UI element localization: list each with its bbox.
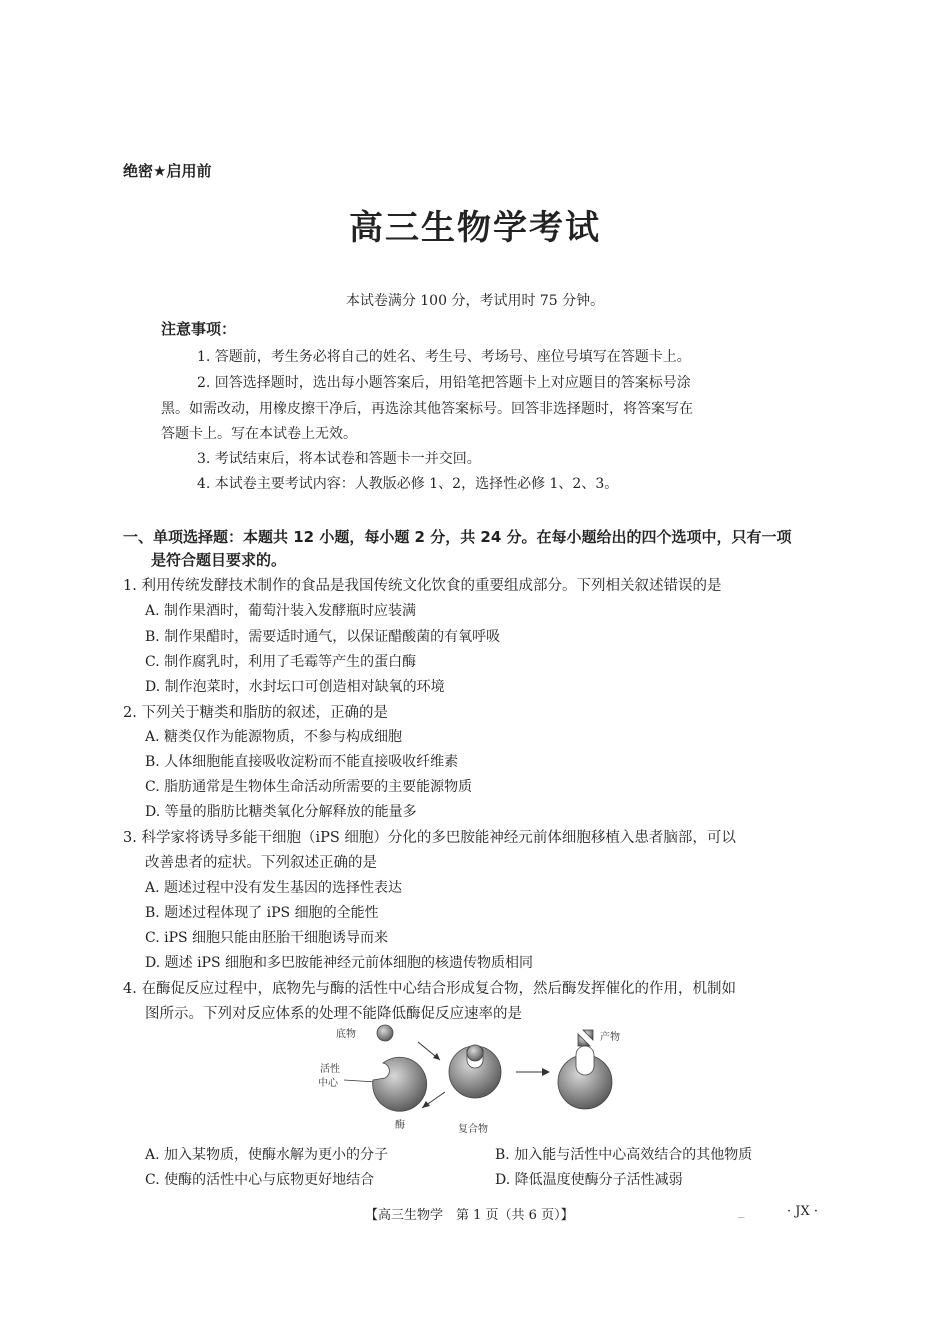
confidential-label: 绝密★启用前 (123, 162, 212, 180)
active-site-pointer (344, 1080, 376, 1082)
q3-option-a: A. 题述过程中没有发生基因的选择性表达 (145, 880, 403, 896)
product-label: 产物 (600, 1032, 620, 1043)
question-3-stem-cont: 改善患者的症状。下列叙述正确的是 (145, 855, 377, 871)
enzyme-label: 酶 (395, 1120, 405, 1131)
note-line: 4. 本试卷主要考试内容：人教版必修 1、2，选择性必修 1、2、3。 (197, 476, 619, 492)
note-line: 2. 回答选择题时，选出每小题答案后，用铅笔把答题卡上对应题目的答案标号涂 (197, 375, 691, 391)
enzyme-shape (373, 1057, 427, 1111)
page-footer: 【高三生物学 第 1 页（共 6 页）】 (365, 1208, 574, 1223)
q2-option-b: B. 人体细胞能直接吸收淀粉而不能直接吸收纤维素 (145, 754, 459, 770)
question-1-stem: 1. 利用传统发酵技术制作的食品是我国传统文化饮食的重要组成部分。下列相关叙述错误的是 (123, 578, 722, 594)
note-line: 3. 考试结束后，将本试卷和答题卡一并交回。 (197, 451, 481, 467)
q3-option-d: D. 题述 iPS 细胞和多巴胺能神经元前体细胞的核遗传物质相同 (145, 955, 534, 971)
footer-code: · JX · (787, 1204, 818, 1219)
q3-option-b: B. 题述过程体现了 iPS 细胞的全能性 (145, 905, 379, 921)
note-line: 1. 答题前，考生务必将自己的姓名、考生号、考场号、座位号填写在答题卡上。 (197, 349, 691, 365)
note-line: 黑。如需改动，用橡皮擦干净后，再选涂其他答案标号。回答非选择题时，将答案写在 (161, 401, 693, 417)
product-piece-2 (578, 1034, 590, 1046)
arrow-bind-head (433, 1053, 440, 1060)
notes-heading: 注意事项： (161, 320, 237, 338)
question-3-stem: 3. 科学家将诱导多能干细胞（iPS 细胞）分化的多巴胺能神经元前体细胞移植入患者脑部，可以 (123, 830, 736, 846)
released-enzyme-notch (576, 1046, 594, 1075)
active-site-label-2: 中心 (318, 1078, 338, 1089)
arrow-release-head (422, 1101, 430, 1108)
footer-dash: _ (738, 1204, 745, 1219)
section-heading-cont: 是符合题目要求的。 (151, 551, 287, 569)
active-site-label-1: 活性 (320, 1064, 340, 1075)
enzyme-mechanism-diagram (300, 1020, 660, 1140)
complex-label: 复合物 (458, 1124, 488, 1135)
note-line: 答题卡上。写在本试卷上无效。 (161, 426, 357, 442)
q1-option-d: D. 制作泡菜时，水封坛口可创造相对缺氧的环境 (145, 679, 445, 695)
q4-option-b: B. 加入能与活性中心高效结合的其他物质 (495, 1147, 753, 1163)
section-heading: 一、单项选择题：本题共 12 小题，每小题 2 分，共 24 分。在每小题给出的四个选项中，只有一项 (123, 528, 792, 546)
arrow-catalyze-head (542, 1068, 550, 1076)
q2-option-c: C. 脂肪通常是生物体生命活动所需要的主要能源物质 (145, 779, 473, 795)
q2-option-a: A. 糖类仅作为能源物质，不参与构成细胞 (145, 729, 403, 745)
substrate-label: 底物 (336, 1029, 356, 1040)
question-2-stem: 2. 下列关于糖类和脂肪的叙述，正确的是 (123, 705, 388, 721)
q2-option-d: D. 等量的脂肪比糖类氧化分解释放的能量多 (145, 804, 417, 820)
q4-option-c: C. 使酶的活性中心与底物更好地结合 (145, 1172, 375, 1188)
question-4-stem: 4. 在酶促反应过程中，底物先与酶的活性中心结合形成复合物，然后酶发挥催化的作用，机制如 (123, 981, 736, 997)
q1-option-c: C. 制作腐乳时，利用了毛霉等产生的蛋白酶 (145, 654, 417, 670)
substrate-shape (377, 1025, 393, 1041)
exam-info: 本试卷满分 100 分，考试用时 75 分钟。 (345, 293, 605, 309)
product-piece-1 (583, 1030, 593, 1040)
q4-option-d: D. 降低温度使酶分子活性减弱 (495, 1172, 683, 1188)
page-title: 高三生物学考试 (349, 208, 601, 248)
q4-option-a: A. 加入某物质，使酶水解为更小的分子 (145, 1147, 389, 1163)
question-4-stem-cont: 图所示。下列对反应体系的处理不能降低酶促反应速率的是 (145, 1006, 522, 1022)
q1-option-a: A. 制作果酒时，葡萄汁装入发酵瓶时应装满 (145, 603, 417, 619)
q1-option-b: B. 制作果醋时，需要适时通气，以保证醋酸菌的有氧呼吸 (145, 629, 501, 645)
bound-substrate (467, 1045, 483, 1061)
q3-option-c: C. iPS 细胞只能由胚胎干细胞诱导而来 (145, 930, 389, 946)
